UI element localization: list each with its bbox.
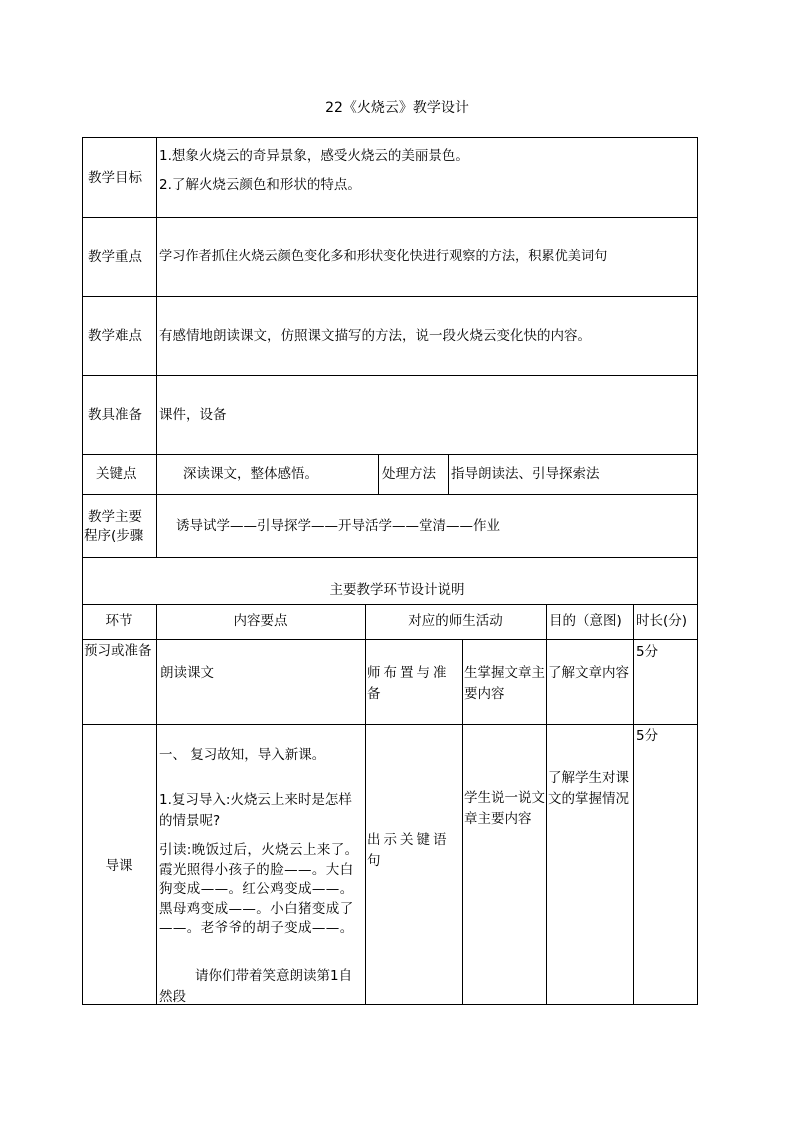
tools-label: 教具准备	[88, 407, 142, 423]
row1-student: 生掌握文章主要内容	[464, 665, 545, 702]
row-divider	[82, 296, 698, 297]
method-text: 指导朗读法、引导探索法	[451, 466, 600, 482]
row1-duration: 5分	[636, 644, 659, 660]
goals-label: 教学目标	[88, 170, 142, 186]
tools-text: 课件，设备	[159, 407, 227, 423]
method-label: 处理方法	[382, 466, 436, 482]
row-divider	[82, 724, 698, 725]
row2-teacher: 出示关键语句	[367, 832, 450, 869]
col-divider	[633, 604, 634, 1004]
row-divider	[82, 137, 698, 138]
col-divider	[378, 454, 379, 494]
col-divider	[546, 604, 547, 1004]
header-activity: 对应的师生活动	[408, 613, 503, 629]
row-divider	[82, 454, 698, 455]
row1-teacher: 师布置与准备	[367, 665, 450, 702]
row-divider	[82, 639, 698, 640]
focus-text: 学习作者抓住火烧云颜色变化多和形状变化快进行观察的方法，积累优美词句	[159, 249, 608, 264]
header-purpose: 目的（意图)	[549, 613, 622, 629]
procedure-label-line-2: 程序(步骤	[84, 528, 144, 544]
difficulty-text: 有感情地朗读课文，仿照课文描写的方法，说一段火烧云变化快的内容。	[159, 328, 591, 344]
goals-line-1: 1.想象火烧云的奇异景象，感受火烧云的美丽景色。	[159, 148, 469, 164]
col-divider	[365, 604, 366, 1004]
row2-content-p4: 请你们带着笑意朗读第1自然段	[159, 968, 353, 1005]
procedure-text: 诱导试学——引导探学——开导活学——堂清——作业	[176, 518, 500, 534]
row2-stage: 导课	[105, 858, 133, 874]
row2-content-p2: 1.复习导入:火烧云上来时是怎样的情景呢?	[159, 792, 352, 829]
header-stage: 环节	[105, 613, 133, 629]
key-text: 深读课文，整体感悟。	[183, 466, 318, 482]
goals-line-2: 2.了解火烧云颜色和形状的特点。	[159, 177, 361, 193]
procedure-label-line-1: 教学主要	[88, 509, 142, 525]
focus-label: 教学重点	[88, 249, 142, 265]
row-divider	[82, 494, 698, 495]
row2-student: 学生说一说文章主要内容	[464, 790, 545, 827]
row2-content-p3: 引读:晚饭过后，火烧云上来了。霞光照得小孩子的脸——。大白狗变成——。红公鸡变成——。黑母鸡变成——。小白猪变成了——。老爷爷的胡子变成——。	[159, 842, 359, 936]
row2-content-p1: 一、 复习故知，导入新课。	[159, 747, 326, 763]
row1-content: 朗读课文	[160, 665, 214, 681]
row-divider	[82, 375, 698, 376]
row2-duration: 5分	[636, 728, 659, 744]
row2-purpose: 了解学生对课文的掌握情况	[548, 770, 629, 807]
col-divider	[697, 137, 698, 1005]
col-divider	[462, 639, 463, 1004]
row-divider	[82, 217, 698, 218]
col-divider	[448, 454, 449, 494]
row1-stage: 预习或准备	[84, 643, 152, 659]
col-divider	[156, 137, 157, 557]
difficulty-label: 教学难点	[88, 328, 142, 344]
section-title: 主要教学环节设计说明	[329, 582, 465, 598]
document-title: 22《火烧云》教学设计	[325, 100, 469, 116]
row1-purpose: 了解文章内容	[548, 665, 629, 681]
row-divider	[82, 604, 698, 605]
header-duration: 时长(分)	[636, 613, 688, 629]
col-divider	[156, 604, 157, 1004]
key-label: 关键点	[96, 466, 137, 482]
header-content: 内容要点	[233, 613, 288, 629]
row-divider	[82, 557, 698, 558]
